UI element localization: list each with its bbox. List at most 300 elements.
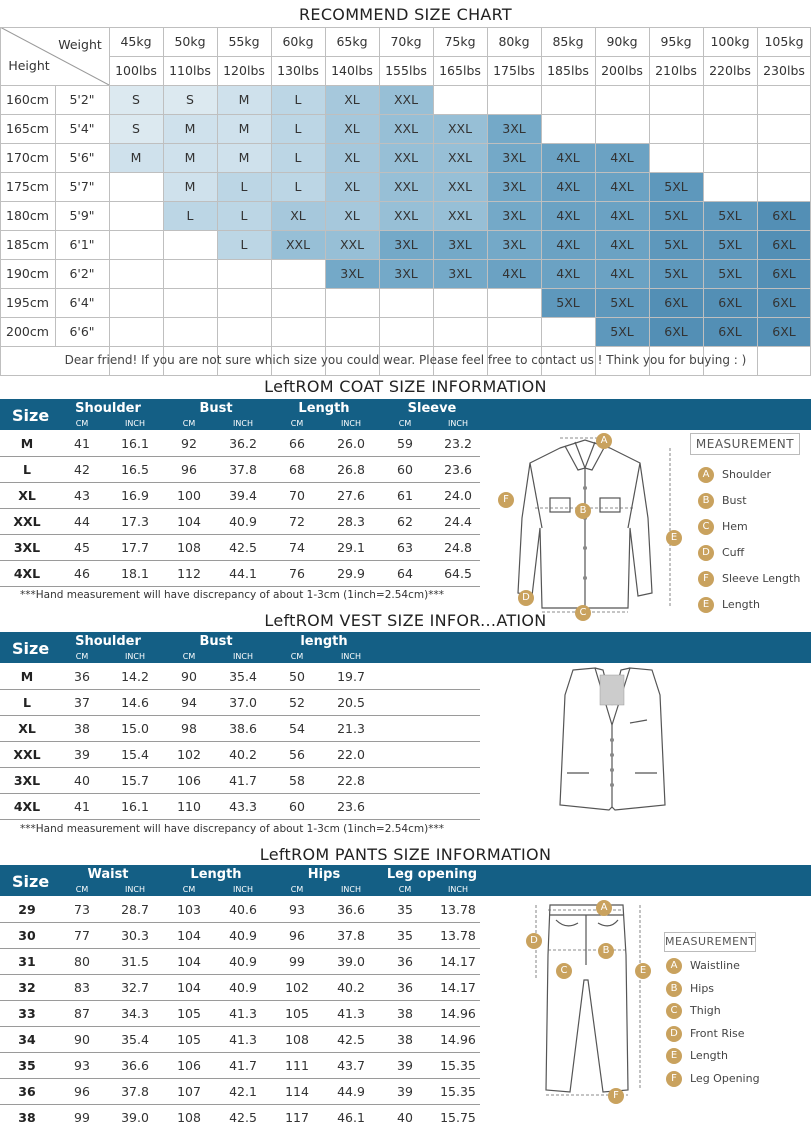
legend-label: Front Rise	[690, 1026, 745, 1040]
coat-title: LeftROM COAT SIZE INFORMATION	[264, 377, 547, 396]
size-cell: L	[217, 172, 271, 201]
grid-line	[0, 114, 811, 115]
coat-cell: 36.2	[229, 436, 257, 451]
legend-label: Bust	[722, 494, 747, 507]
pants-cell: 37.8	[337, 928, 365, 943]
grid-line	[217, 27, 218, 375]
legend-letter-badge: C	[698, 519, 714, 535]
weight-kg-header: 95kg	[660, 34, 692, 49]
vest-cell: 16.1	[121, 799, 149, 814]
pants-cell: 13.78	[440, 902, 476, 917]
size-cell: 5XL	[649, 201, 703, 230]
coat-cell: 44	[74, 514, 90, 529]
weight-kg-header: 100kg	[710, 34, 750, 49]
grid-line	[487, 27, 488, 375]
pants-letter-c: C	[556, 960, 580, 979]
coat-legend-item	[698, 571, 800, 587]
pants-cell: 40.9	[229, 980, 257, 995]
pants-cell: 96	[289, 928, 305, 943]
size-cell: 3XL	[433, 230, 487, 259]
height-cm: 175cm	[6, 179, 49, 194]
weight-kg-header: 80kg	[498, 34, 530, 49]
coat-unit-inch: INCH	[125, 419, 145, 428]
pants-cell: 80	[74, 954, 90, 969]
vest-note: ***Hand measurement will have discrepancy of about 1-3cm (1inch=2.54cm)***	[20, 823, 444, 835]
size-cell: 6XL	[757, 230, 811, 259]
pants-unit-cm: CM	[75, 885, 89, 894]
vest-header-bar	[0, 632, 811, 663]
pants-cell: 93	[289, 902, 305, 917]
vest-unit-inch: INCH	[125, 652, 145, 661]
vest-cell: 37	[74, 695, 90, 710]
coat-legend-item	[698, 545, 744, 561]
coat-cell: 18.1	[121, 566, 149, 581]
size-cell: 3XL	[487, 114, 541, 143]
legend-label: Leg Opening	[690, 1071, 760, 1085]
pants-row-size: 32	[18, 980, 36, 995]
coat-cell: 23.6	[444, 462, 472, 477]
grid-line	[0, 375, 811, 376]
vest-cell: 15.0	[121, 721, 149, 736]
size-cell: 4XL	[541, 230, 595, 259]
pants-row-size: 33	[18, 1006, 36, 1021]
vest-cell: 15.4	[121, 747, 149, 762]
size-cell: 5XL	[649, 259, 703, 288]
size-cell: L	[271, 85, 325, 114]
pants-row-divider	[0, 922, 480, 923]
height-ft: 6'2"	[69, 266, 95, 281]
pants-row-size: 29	[18, 902, 36, 917]
size-cell: 5XL	[703, 201, 757, 230]
pants-unit-inch: INCH	[125, 885, 145, 894]
coat-letter-d: D	[518, 587, 542, 606]
size-cell: 3XL	[487, 230, 541, 259]
legend-letter-badge: F	[698, 571, 714, 587]
pants-cell: 105	[177, 1006, 201, 1021]
pants-cell: 99	[289, 954, 305, 969]
legend-label: Thigh	[690, 1004, 721, 1017]
pants-col-header: Leg opening	[386, 867, 478, 882]
size-cell: 4XL	[595, 201, 649, 230]
vest-cell: 35.4	[229, 669, 257, 684]
vest-unit-cm: CM	[182, 652, 196, 661]
pants-cell: 77	[74, 928, 90, 943]
coat-cell: 60	[397, 462, 413, 477]
coat-letter-b: B	[575, 500, 599, 519]
coat-cell: 62	[397, 514, 413, 529]
size-cell: 6XL	[649, 288, 703, 317]
weight-kg-header: 90kg	[606, 34, 638, 49]
pants-cell: 37.8	[121, 1084, 149, 1099]
coat-cell: 46	[74, 566, 90, 581]
vest-cell: 102	[177, 747, 201, 762]
size-cell: M	[217, 85, 271, 114]
vest-cell: 52	[289, 695, 305, 710]
pants-row-size: 35	[18, 1058, 36, 1073]
pants-cell: 40	[397, 1110, 413, 1125]
height-cm: 195cm	[6, 295, 49, 310]
grid-line	[379, 27, 380, 375]
weight-kg-header: 75kg	[444, 34, 476, 49]
height-cm: 180cm	[6, 208, 49, 223]
pants-cell: 15.75	[440, 1110, 476, 1125]
pants-letter-f: F	[608, 1085, 632, 1104]
size-cell: XL	[325, 201, 379, 230]
pants-cell: 102	[285, 980, 309, 995]
size-cell: 4XL	[541, 172, 595, 201]
pants-cell: 73	[74, 902, 90, 917]
legend-label: Length	[722, 598, 760, 611]
pants-legend-item	[666, 1048, 728, 1064]
pants-col-header: Hips	[307, 867, 341, 882]
size-cell: XL	[271, 201, 325, 230]
pants-cell: 87	[74, 1006, 90, 1021]
coat-cell: 70	[289, 488, 305, 503]
pants-cell: 38	[397, 1032, 413, 1047]
size-cell: 4XL	[487, 259, 541, 288]
coat-cell: 44.1	[229, 566, 257, 581]
vest-diagram	[555, 665, 670, 813]
weight-lbs-header: 200lbs	[601, 63, 643, 78]
vest-row-size: XL	[18, 721, 36, 736]
recommend-title: RECOMMEND SIZE CHART	[299, 5, 512, 24]
size-cell: XXL	[433, 114, 487, 143]
size-cell: 4XL	[595, 143, 649, 172]
pants-measurement-title: MEASUREMENT	[664, 932, 756, 952]
vest-cell: 20.5	[337, 695, 365, 710]
legend-label: Sleeve Length	[722, 572, 801, 585]
pants-cell: 104	[177, 980, 201, 995]
size-cell: XXL	[379, 85, 433, 114]
size-cell: M	[163, 172, 217, 201]
size-cell: XXL	[379, 143, 433, 172]
pants-cell: 31.5	[121, 954, 149, 969]
size-cell: S	[109, 85, 163, 114]
legend-letter-badge: A	[666, 958, 682, 974]
size-cell: XXL	[325, 230, 379, 259]
coat-cell: 27.6	[337, 488, 365, 503]
grid-line	[703, 27, 704, 375]
coat-col-header: Length	[298, 401, 350, 416]
vest-title: LeftROM VEST SIZE INFOR...ATION	[264, 611, 547, 630]
coat-legend-item	[698, 519, 748, 535]
size-cell: 5XL	[649, 172, 703, 201]
weight-lbs-header: 230lbs	[763, 63, 805, 78]
pants-cell: 108	[285, 1032, 309, 1047]
vest-row-size: XXL	[13, 747, 41, 762]
size-cell: 5XL	[595, 288, 649, 317]
pants-cell: 99	[74, 1110, 90, 1125]
legend-label: Cuff	[722, 546, 745, 559]
pants-letter-d: D	[526, 930, 550, 949]
pants-cell: 35	[397, 928, 413, 943]
weight-lbs-header: 220lbs	[709, 63, 751, 78]
vest-unit-cm: CM	[75, 652, 89, 661]
pants-unit-cm: CM	[290, 885, 304, 894]
size-cell: XXL	[433, 143, 487, 172]
vest-cell: 50	[289, 669, 305, 684]
coat-row-divider	[0, 508, 480, 509]
coat-cell: 63	[397, 540, 413, 555]
size-cell: S	[109, 114, 163, 143]
size-cell: L	[271, 114, 325, 143]
coat-col-header: Bust	[199, 401, 233, 416]
pants-cell: 41.3	[229, 1032, 257, 1047]
pants-legend-item	[666, 1071, 760, 1087]
vest-cell: 41	[74, 799, 90, 814]
coat-cell: 26.0	[337, 436, 365, 451]
coat-cell: 24.0	[444, 488, 472, 503]
vest-col-header: Shoulder	[75, 634, 141, 649]
pants-cell: 14.96	[440, 1006, 476, 1021]
coat-cell: 29.9	[337, 566, 365, 581]
size-cell: 4XL	[595, 230, 649, 259]
recommend-footer: Dear friend! If you are not sure which size you could wear. Please feel free to contact us ! Think you for buying : )	[64, 353, 747, 367]
size-cell: 6XL	[757, 317, 811, 346]
coat-cell: 41	[74, 436, 90, 451]
coat-cell: 68	[289, 462, 305, 477]
pants-cell: 35	[397, 902, 413, 917]
grid-line	[0, 288, 811, 289]
coat-row-size: 4XL	[13, 566, 41, 581]
coat-cell: 59	[397, 436, 413, 451]
height-ft: 5'7"	[69, 179, 95, 194]
weight-lbs-header: 130lbs	[277, 63, 319, 78]
pants-diagram	[528, 895, 658, 1100]
coat-cell: 43	[74, 488, 90, 503]
vest-unit-inch: INCH	[233, 652, 253, 661]
pants-letter-e: E	[635, 960, 659, 979]
coat-cell: 24.8	[444, 540, 472, 555]
coat-header-bar	[0, 399, 811, 430]
pants-cell: 106	[177, 1058, 201, 1073]
weight-lbs-header: 185lbs	[547, 63, 589, 78]
coat-letter-e: E	[666, 527, 690, 546]
pants-cell: 46.1	[337, 1110, 365, 1125]
coat-cell: 23.2	[444, 436, 472, 451]
vest-cell: 40	[74, 773, 90, 788]
weight-kg-header: 65kg	[336, 34, 368, 49]
size-cell: XL	[325, 85, 379, 114]
height-cm: 185cm	[6, 237, 49, 252]
weight-lbs-header: 210lbs	[655, 63, 697, 78]
pants-cell: 83	[74, 980, 90, 995]
legend-label: Waistline	[690, 959, 740, 972]
pants-cell: 32.7	[121, 980, 149, 995]
size-cell: 5XL	[649, 230, 703, 259]
coat-size-header: Size	[12, 406, 50, 425]
size-cell: 5XL	[541, 288, 595, 317]
pants-col-header: Waist	[87, 867, 129, 882]
coat-unit-cm: CM	[290, 419, 304, 428]
coat-row-divider	[0, 456, 480, 457]
coat-cell: 28.3	[337, 514, 365, 529]
size-cell: 6XL	[703, 288, 757, 317]
legend-letter-badge: F	[666, 1071, 682, 1087]
size-cell: 3XL	[487, 201, 541, 230]
size-cell: XXL	[433, 201, 487, 230]
vest-cell: 110	[177, 799, 201, 814]
legend-letter-badge: A	[698, 467, 714, 483]
vest-cell: 38	[74, 721, 90, 736]
pants-cell: 28.7	[121, 902, 149, 917]
vest-cell: 43.3	[229, 799, 257, 814]
pants-cell: 36.6	[337, 902, 365, 917]
size-cell: 4XL	[541, 201, 595, 230]
weight-kg-header: 45kg	[120, 34, 152, 49]
height-ft: 6'6"	[69, 324, 95, 339]
grid-line	[0, 201, 811, 202]
grid-line	[0, 27, 1, 375]
size-cell: 3XL	[379, 230, 433, 259]
vest-cell: 15.7	[121, 773, 149, 788]
size-cell: XXL	[433, 172, 487, 201]
coat-cell: 104	[177, 514, 201, 529]
weight-lbs-header: 140lbs	[331, 63, 373, 78]
legend-label: Length	[690, 1049, 728, 1062]
pants-cell: 105	[177, 1032, 201, 1047]
pants-title: LeftROM PANTS SIZE INFORMATION	[259, 845, 552, 864]
vest-row-divider	[0, 715, 480, 716]
coat-cell: 108	[177, 540, 201, 555]
weight-lbs-header: 120lbs	[223, 63, 265, 78]
coat-cell: 74	[289, 540, 305, 555]
height-ft: 5'6"	[69, 150, 95, 165]
height-ft: 6'1"	[69, 237, 95, 252]
pants-row-divider	[0, 1104, 480, 1105]
coat-row-size: M	[20, 436, 34, 451]
pants-legend-item	[666, 1003, 721, 1019]
coat-cell: 40.9	[229, 514, 257, 529]
coat-measurement-title: MEASUREMENT	[690, 433, 800, 455]
size-cell: XL	[325, 114, 379, 143]
coat-cell: 42.5	[229, 540, 257, 555]
coat-unit-cm: CM	[398, 419, 412, 428]
size-cell: 6XL	[757, 259, 811, 288]
coat-cell: 72	[289, 514, 305, 529]
pants-cell: 15.35	[440, 1058, 476, 1073]
grid-line	[0, 259, 811, 260]
coat-col-header: Shoulder	[75, 401, 141, 416]
weight-lbs-header: 100lbs	[115, 63, 157, 78]
coat-cell: 112	[177, 566, 201, 581]
coat-cell: 29.1	[337, 540, 365, 555]
size-cell: 3XL	[487, 143, 541, 172]
grid-line	[109, 56, 811, 57]
vest-cell: 14.2	[121, 669, 149, 684]
coat-col-header: Sleeve	[407, 401, 457, 416]
vest-row-size: M	[20, 669, 34, 684]
pants-cell: 41.3	[337, 1006, 365, 1021]
pants-cell: 90	[74, 1032, 90, 1047]
pants-cell: 111	[285, 1058, 309, 1073]
coat-letter-c: C	[575, 602, 599, 621]
pants-letter-b: B	[598, 940, 622, 959]
coat-cell: 39.4	[229, 488, 257, 503]
pants-cell: 30.3	[121, 928, 149, 943]
vest-row-divider	[0, 793, 480, 794]
grid-line	[55, 85, 56, 346]
coat-cell: 42	[74, 462, 90, 477]
grid-line	[0, 317, 811, 318]
coat-row-divider	[0, 534, 480, 535]
coat-letter-a: A	[596, 430, 620, 449]
pants-unit-cm: CM	[398, 885, 412, 894]
weight-kg-header: 50kg	[174, 34, 206, 49]
coat-cell: 92	[181, 436, 197, 451]
pants-row-size: 30	[18, 928, 36, 943]
legend-letter-badge: B	[666, 981, 682, 997]
legend-label: Hem	[722, 520, 748, 533]
coat-cell: 64.5	[444, 566, 472, 581]
size-cell: XXL	[379, 201, 433, 230]
legend-letter-badge: E	[666, 1048, 682, 1064]
size-cell: L	[163, 201, 217, 230]
size-cell: M	[217, 114, 271, 143]
grid-line	[325, 27, 326, 375]
vest-cell: 19.7	[337, 669, 365, 684]
size-cell: M	[163, 143, 217, 172]
coat-unit-cm: CM	[182, 419, 196, 428]
grid-line	[541, 27, 542, 375]
pants-cell: 41.7	[229, 1058, 257, 1073]
pants-legend-item	[666, 981, 714, 997]
size-cell: L	[271, 172, 325, 201]
size-cell: 4XL	[595, 259, 649, 288]
grid-line	[0, 172, 811, 173]
pants-unit-inch: INCH	[448, 885, 468, 894]
size-cell: 4XL	[595, 172, 649, 201]
pants-cell: 39	[397, 1058, 413, 1073]
pants-cell: 43.7	[337, 1058, 365, 1073]
vest-row-divider	[0, 819, 480, 820]
coat-cell: 100	[177, 488, 201, 503]
vest-row-divider	[0, 689, 480, 690]
legend-letter-badge: C	[666, 1003, 682, 1019]
grid-line	[0, 143, 811, 144]
size-cell: 4XL	[541, 143, 595, 172]
weight-lbs-header: 155lbs	[385, 63, 427, 78]
height-ft: 5'2"	[69, 92, 95, 107]
coat-legend-item	[698, 493, 747, 509]
pants-cell: 96	[74, 1084, 90, 1099]
coat-cell: 76	[289, 566, 305, 581]
pants-cell: 41.3	[229, 1006, 257, 1021]
pants-cell: 39.0	[121, 1110, 149, 1125]
pants-cell: 39	[397, 1084, 413, 1099]
pants-row-size: 36	[18, 1084, 36, 1099]
coat-cell: 16.9	[121, 488, 149, 503]
size-cell: 6XL	[757, 288, 811, 317]
size-cell: 3XL	[433, 259, 487, 288]
pants-cell: 42.1	[229, 1084, 257, 1099]
pants-cell: 14.17	[440, 980, 476, 995]
vest-cell: 40.2	[229, 747, 257, 762]
size-cell: L	[271, 143, 325, 172]
pants-cell: 14.96	[440, 1032, 476, 1047]
pants-legend-item	[666, 958, 740, 974]
size-cell: M	[109, 143, 163, 172]
pants-legend-item	[666, 1026, 745, 1042]
coat-row-size: 3XL	[13, 540, 41, 555]
coat-cell: 17.3	[121, 514, 149, 529]
height-ft: 6'4"	[69, 295, 95, 310]
vest-row-size: L	[23, 695, 31, 710]
coat-cell: 16.5	[121, 462, 149, 477]
size-cell: 5XL	[703, 259, 757, 288]
vest-unit-inch: INCH	[341, 652, 361, 661]
vest-cell: 60	[289, 799, 305, 814]
